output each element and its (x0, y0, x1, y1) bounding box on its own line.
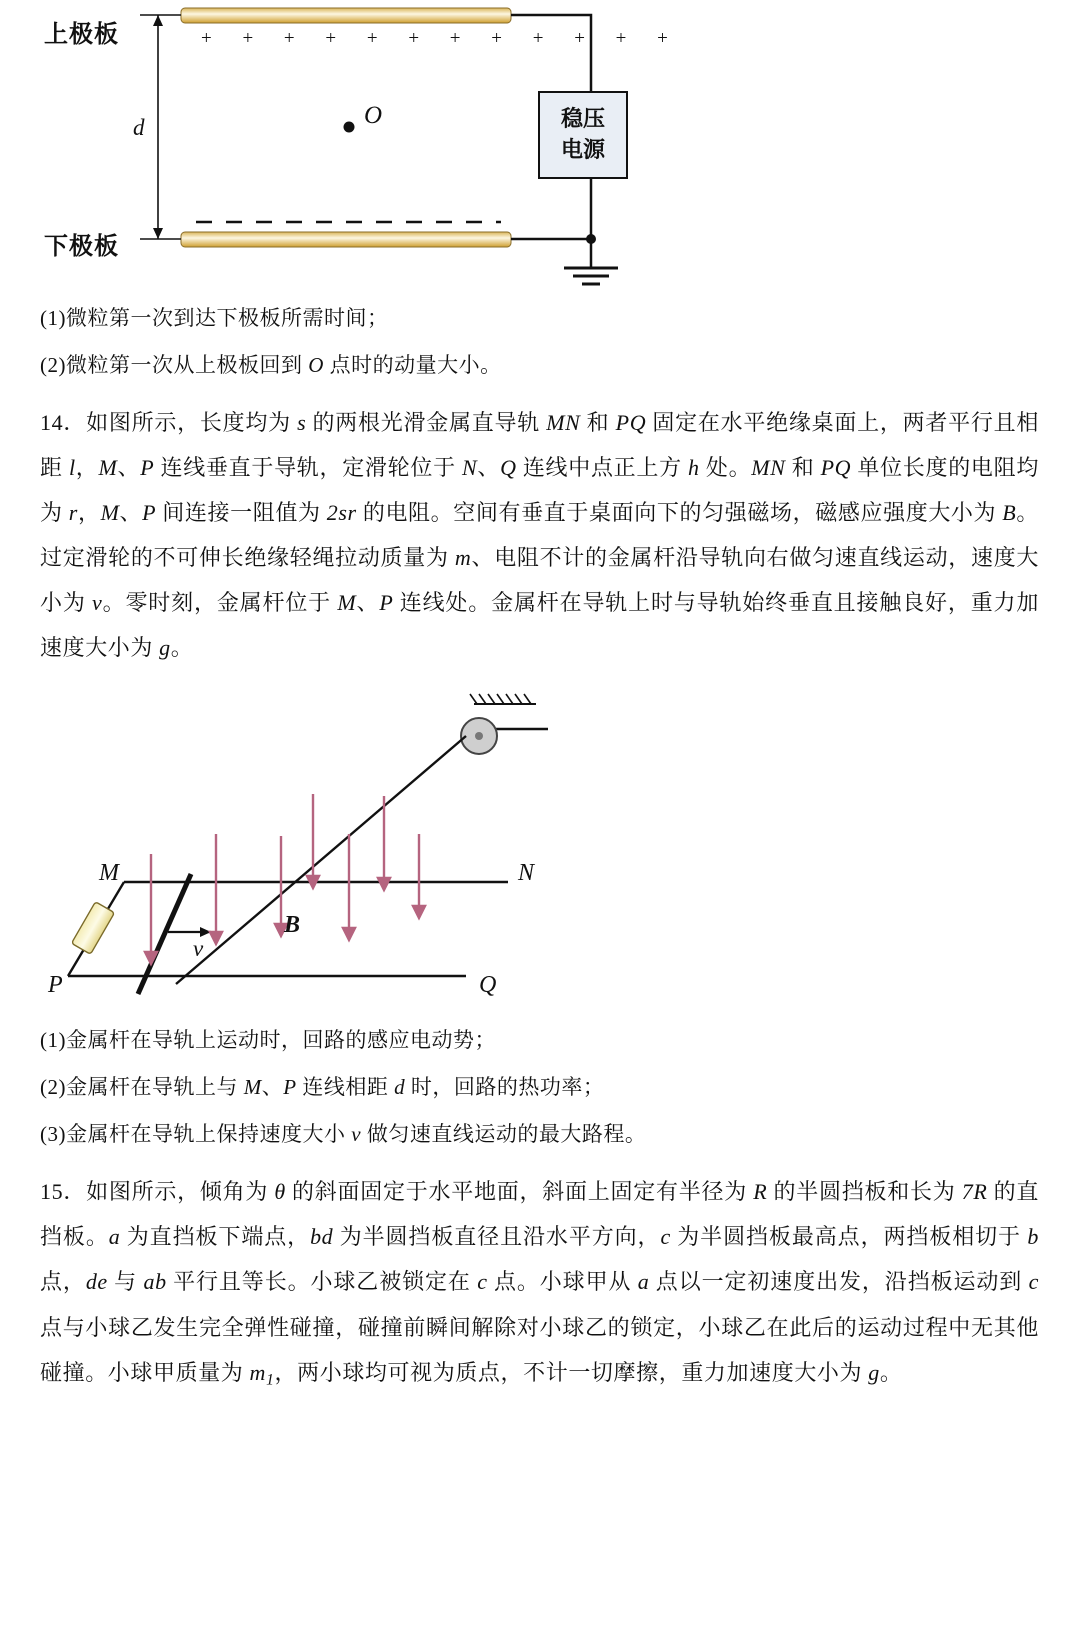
question-14-body: 如图所示，长度均为 s 的两根光滑金属直导轨 MN 和 PQ 固定在水平绝缘桌面上，两者平行且相距 l，M、P 连线垂直于导轨，定滑轮位于 N、Q 连线中点正上方 h 处。MN 和 PQ 单位长度的电阻均为 r，M、P 间连接一阻值为 2sr 的电阻。空间有垂直于桌面向下的匀强磁场，磁感应强度大小为 B。过定滑轮的不可伸长绝缘轻绳拉动质量为 m、电阻不计的金属杆沿导轨向右做匀速直线运动，速度大小为 v。零时刻，金属杆位于 M、P 连线处。金属杆在导轨上时与导轨始终垂直且接触良好，重力加速度大小为 g。 (40, 409, 1039, 661)
charge-row-positive: + + + + + + + + + + + + (201, 28, 681, 49)
question-15-body: 如图所示，倾角为 θ 的斜面固定于水平地面，斜面上固定有半径为 R 的半圆挡板和长为 7R 的直挡板。a 为直挡板下端点，bd 为半圆挡板直径且沿水平方向，c 为半圆挡板最高点，两挡板相切于 b 点，de 与 ab 平行且等长。小球乙被锁定在 c 点。小球甲从 a 点以一定初速度出发，沿挡板运动到 c 点与小球乙发生完全弹性碰撞，碰撞前瞬间解除对小球乙的锁定，小球乙在此后的运动过程中无其他碰撞。小球甲质量为 $m_1$，两小球均可视为质点，不计一切摩擦，重力加速度大小为 g。 (40, 1179, 1039, 1389)
q13-item-2 (40, 345, 1039, 386)
label-P: P (48, 972, 63, 999)
label-d: d (133, 115, 145, 140)
label-velocity: v (193, 936, 204, 962)
label-O-point: O (364, 102, 383, 129)
label-M: M (99, 860, 119, 887)
question-15-number: 15． (40, 1179, 87, 1205)
q13-item-2-b: 点时的动量大小。 (323, 352, 502, 377)
q13-item-1: (1)微粒第一次到达下极板所需时间； (40, 306, 389, 330)
q13-item-2-a: (2)微粒第一次从上极板回到 (40, 352, 309, 377)
question-14 (40, 400, 1039, 671)
label-B-field: B (284, 912, 301, 939)
label-Q: Q (479, 972, 497, 999)
q14-item-2-symbol-d: d (394, 1075, 406, 1100)
question-14-number: 14． (40, 409, 87, 435)
q14-item-2-a: (2)金属杆在导轨上与 (40, 1075, 244, 1100)
q14-item-3-b: 做匀速直线运动的最大路程。 (361, 1122, 647, 1147)
q13-item-2-symbol-O: O (308, 352, 324, 377)
q14-item-1: (1)金属杆在导轨上运动时，回路的感应电动势； (40, 1028, 496, 1053)
question-15 (40, 1169, 1039, 1396)
q14-item-3 (40, 1114, 1039, 1155)
q14-item-3-symbol-v: v (351, 1122, 362, 1147)
label-bottom-plate: 下极板 (44, 234, 119, 260)
figure-capacitor (36, 0, 1046, 292)
q14-item-2-mid: 、 (261, 1075, 284, 1100)
power-supply-box (539, 92, 627, 178)
label-N: N (518, 860, 535, 887)
q14-item-2 (40, 1067, 1039, 1108)
q14-item-2-b: 连线相距 (296, 1075, 395, 1100)
q14-item-2-c: 时，回路的热功率； (405, 1075, 605, 1100)
q14-item-2-symbol-P: P (283, 1075, 297, 1100)
q14-item-2-symbol-M: M (243, 1075, 262, 1100)
figure-rails (36, 684, 1046, 1014)
figure-rails-svg (36, 684, 1046, 1014)
power-supply-line1: 稳压 (560, 106, 605, 132)
q14-item-3-a: (3)金属杆在导轨上保持速度大小 (40, 1122, 352, 1147)
label-top-plate: 上极板 (44, 22, 119, 48)
power-supply-line2: 电源 (560, 137, 605, 162)
